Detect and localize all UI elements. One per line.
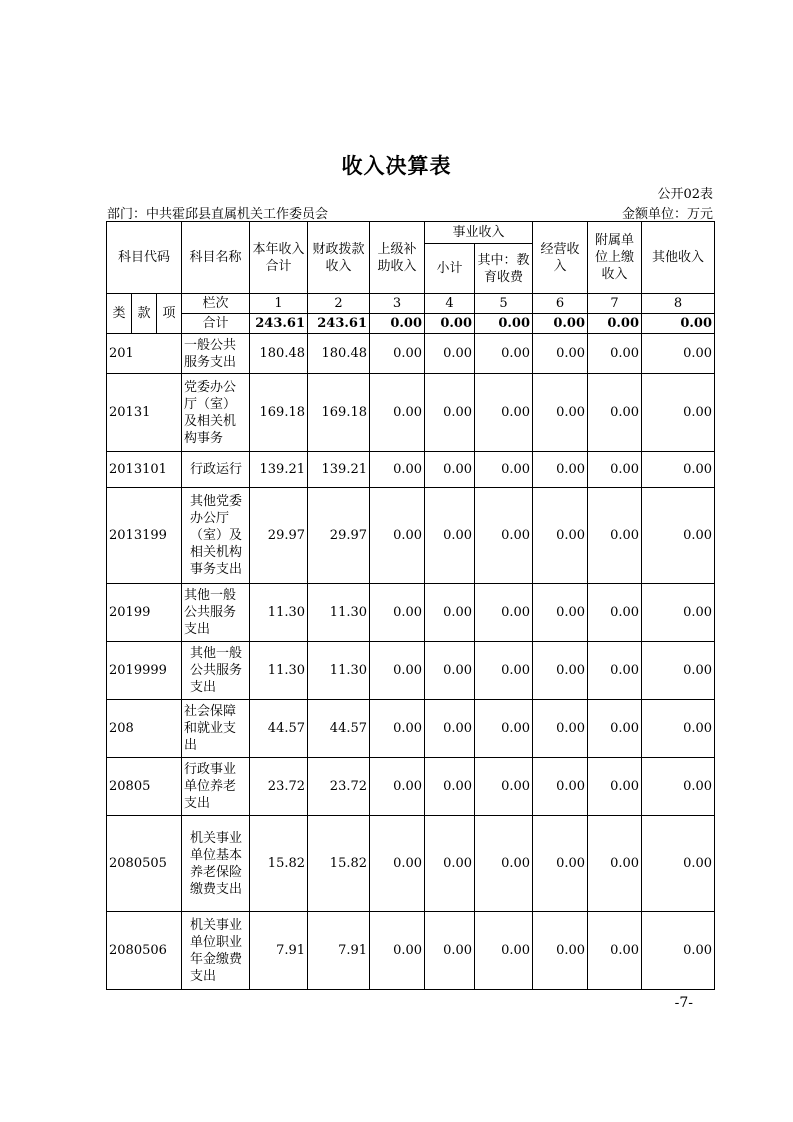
income-table — [106, 221, 715, 990]
amount-cell: 0.00 — [425, 912, 475, 990]
subject-name: 机关事业单位基本养老保险缴费支出 — [182, 816, 250, 912]
unit-label: 金额单位：万元 — [621, 207, 713, 222]
amount-cell: 0.00 — [370, 816, 425, 912]
table-row — [107, 488, 715, 584]
amount-cell: 169.18 — [308, 374, 370, 452]
amount-cell: 0.00 — [533, 374, 588, 452]
amount-cell: 0.00 — [533, 816, 588, 912]
subject-code: 2080505 — [107, 816, 182, 912]
subject-code: 20131 — [107, 374, 182, 452]
summary-value: 0.00 — [370, 314, 425, 334]
header-affiliated: 附属单位上缴收入 — [588, 222, 642, 294]
amount-cell: 0.00 — [475, 912, 533, 990]
amount-cell: 0.00 — [642, 334, 715, 374]
amount-cell: 0.00 — [425, 642, 475, 700]
amount-cell: 7.91 — [250, 912, 308, 990]
amount-cell: 44.57 — [308, 700, 370, 758]
amount-cell: 0.00 — [475, 584, 533, 642]
table-row — [107, 642, 715, 700]
subject-name: 行政事业单位养老支出 — [182, 758, 250, 816]
header-code: 科目代码 — [107, 222, 182, 294]
subject-code: 2013101 — [107, 452, 182, 488]
amount-cell: 0.00 — [588, 758, 642, 816]
table-row — [107, 584, 715, 642]
amount-cell: 0.00 — [533, 642, 588, 700]
amount-cell: 0.00 — [425, 334, 475, 374]
subject-code: 2019999 — [107, 642, 182, 700]
amount-cell: 0.00 — [370, 334, 425, 374]
header-lanci: 栏次 — [182, 294, 250, 314]
amount-cell: 44.57 — [250, 700, 308, 758]
amount-cell: 0.00 — [425, 816, 475, 912]
amount-cell: 0.00 — [475, 488, 533, 584]
col-number: 5 — [475, 294, 533, 314]
summary-value: 0.00 — [642, 314, 715, 334]
amount-cell: 0.00 — [642, 584, 715, 642]
subject-code: 2080506 — [107, 912, 182, 990]
header-education: 其中：教育收费 — [475, 244, 533, 294]
amount-cell: 0.00 — [642, 452, 715, 488]
amount-cell: 23.72 — [308, 758, 370, 816]
amount-cell: 0.00 — [425, 452, 475, 488]
page-title: 收入决算表 — [341, 153, 452, 178]
header-operating: 经营收入 — [533, 222, 588, 294]
subject-code: 20805 — [107, 758, 182, 816]
subject-name: 行政运行 — [182, 452, 250, 488]
subject-code: 208 — [107, 700, 182, 758]
amount-cell: 0.00 — [370, 912, 425, 990]
summary-value: 0.00 — [475, 314, 533, 334]
summary-value: 243.61 — [250, 314, 308, 334]
col-number: 4 — [425, 294, 475, 314]
amount-cell: 11.30 — [308, 584, 370, 642]
col-number: 6 — [533, 294, 588, 314]
subject-name: 其他一般公共服务支出 — [182, 584, 250, 642]
amount-cell: 0.00 — [425, 758, 475, 816]
subject-name: 一般公共服务支出 — [182, 334, 250, 374]
subject-name: 社会保障和就业支出 — [182, 700, 250, 758]
amount-cell: 0.00 — [475, 334, 533, 374]
amount-cell: 0.00 — [425, 488, 475, 584]
subject-code: 201 — [107, 334, 182, 374]
amount-cell: 0.00 — [533, 334, 588, 374]
col-number: 3 — [370, 294, 425, 314]
amount-cell: 0.00 — [533, 700, 588, 758]
table-row — [107, 912, 715, 990]
page-number: -7- — [674, 995, 693, 1011]
amount-cell: 180.48 — [308, 334, 370, 374]
amount-cell: 11.30 — [308, 642, 370, 700]
summary-value: 0.00 — [533, 314, 588, 334]
amount-cell: 0.00 — [475, 452, 533, 488]
summary-value: 0.00 — [588, 314, 642, 334]
amount-cell: 0.00 — [642, 374, 715, 452]
col-number: 7 — [588, 294, 642, 314]
amount-cell: 0.00 — [475, 700, 533, 758]
amount-cell: 15.82 — [308, 816, 370, 912]
amount-cell: 0.00 — [642, 642, 715, 700]
col-number: 1 — [250, 294, 308, 314]
amount-cell: 29.97 — [308, 488, 370, 584]
amount-cell: 0.00 — [370, 758, 425, 816]
table-row — [107, 758, 715, 816]
subject-name: 其他一般公共服务支出 — [182, 642, 250, 700]
amount-cell: 7.91 — [308, 912, 370, 990]
header-name: 科目名称 — [182, 222, 250, 294]
amount-cell: 139.21 — [250, 452, 308, 488]
col-number: 2 — [308, 294, 370, 314]
col-number: 8 — [642, 294, 715, 314]
amount-cell: 0.00 — [588, 700, 642, 758]
amount-cell: 0.00 — [642, 700, 715, 758]
amount-cell: 0.00 — [533, 488, 588, 584]
header-subtotal: 小计 — [425, 244, 475, 294]
amount-cell: 0.00 — [533, 584, 588, 642]
amount-cell: 139.21 — [308, 452, 370, 488]
header-kuan: 款 — [132, 294, 157, 334]
amount-cell: 0.00 — [475, 374, 533, 452]
header-lei: 类 — [107, 294, 132, 334]
amount-cell: 0.00 — [370, 700, 425, 758]
department-label: 部门：中共霍邱县直属机关工作委员会 — [107, 207, 329, 222]
summary-label: 合计 — [182, 314, 250, 334]
amount-cell: 29.97 — [250, 488, 308, 584]
amount-cell: 0.00 — [588, 334, 642, 374]
summary-value: 0.00 — [425, 314, 475, 334]
subject-name: 其他党委办公厅（室）及相关机构事务支出 — [182, 488, 250, 584]
summary-value: 243.61 — [308, 314, 370, 334]
amount-cell: 0.00 — [642, 758, 715, 816]
amount-cell: 0.00 — [533, 758, 588, 816]
amount-cell: 0.00 — [370, 642, 425, 700]
table-number: 公开02表 — [657, 187, 713, 202]
table-row — [107, 374, 715, 452]
amount-cell: 0.00 — [425, 700, 475, 758]
subject-code: 2013199 — [107, 488, 182, 584]
header-xiang: 项 — [157, 294, 182, 334]
subject-name: 机关事业单位职业年金缴费支出 — [182, 912, 250, 990]
amount-cell: 180.48 — [250, 334, 308, 374]
amount-cell: 0.00 — [533, 912, 588, 990]
subject-code: 20199 — [107, 584, 182, 642]
amount-cell: 0.00 — [588, 488, 642, 584]
amount-cell: 0.00 — [588, 584, 642, 642]
amount-cell: 0.00 — [588, 452, 642, 488]
amount-cell: 11.30 — [250, 642, 308, 700]
table-row — [107, 452, 715, 488]
amount-cell: 0.00 — [475, 758, 533, 816]
amount-cell: 0.00 — [588, 642, 642, 700]
amount-cell: 0.00 — [475, 816, 533, 912]
amount-cell: 0.00 — [475, 642, 533, 700]
amount-cell: 169.18 — [250, 374, 308, 452]
amount-cell: 0.00 — [642, 488, 715, 584]
header-total: 本年收入合计 — [250, 222, 308, 294]
header-business: 事业收入 — [425, 222, 533, 244]
table-row — [107, 700, 715, 758]
table-row — [107, 816, 715, 912]
amount-cell: 0.00 — [642, 912, 715, 990]
amount-cell: 0.00 — [370, 488, 425, 584]
amount-cell: 23.72 — [250, 758, 308, 816]
amount-cell: 0.00 — [370, 374, 425, 452]
amount-cell: 0.00 — [370, 584, 425, 642]
summary-row — [107, 314, 715, 334]
amount-cell: 15.82 — [250, 816, 308, 912]
amount-cell: 0.00 — [533, 452, 588, 488]
subject-name: 党委办公厅（室）及相关机构事务 — [182, 374, 250, 452]
amount-cell: 0.00 — [588, 374, 642, 452]
amount-cell: 11.30 — [250, 584, 308, 642]
header-fiscal: 财政拨款收入 — [308, 222, 370, 294]
header-superior: 上级补助收入 — [370, 222, 425, 294]
amount-cell: 0.00 — [588, 816, 642, 912]
amount-cell: 0.00 — [425, 374, 475, 452]
amount-cell: 0.00 — [370, 452, 425, 488]
amount-cell: 0.00 — [425, 584, 475, 642]
header-other: 其他收入 — [642, 222, 715, 294]
table-row — [107, 334, 715, 374]
amount-cell: 0.00 — [588, 912, 642, 990]
amount-cell: 0.00 — [642, 816, 715, 912]
